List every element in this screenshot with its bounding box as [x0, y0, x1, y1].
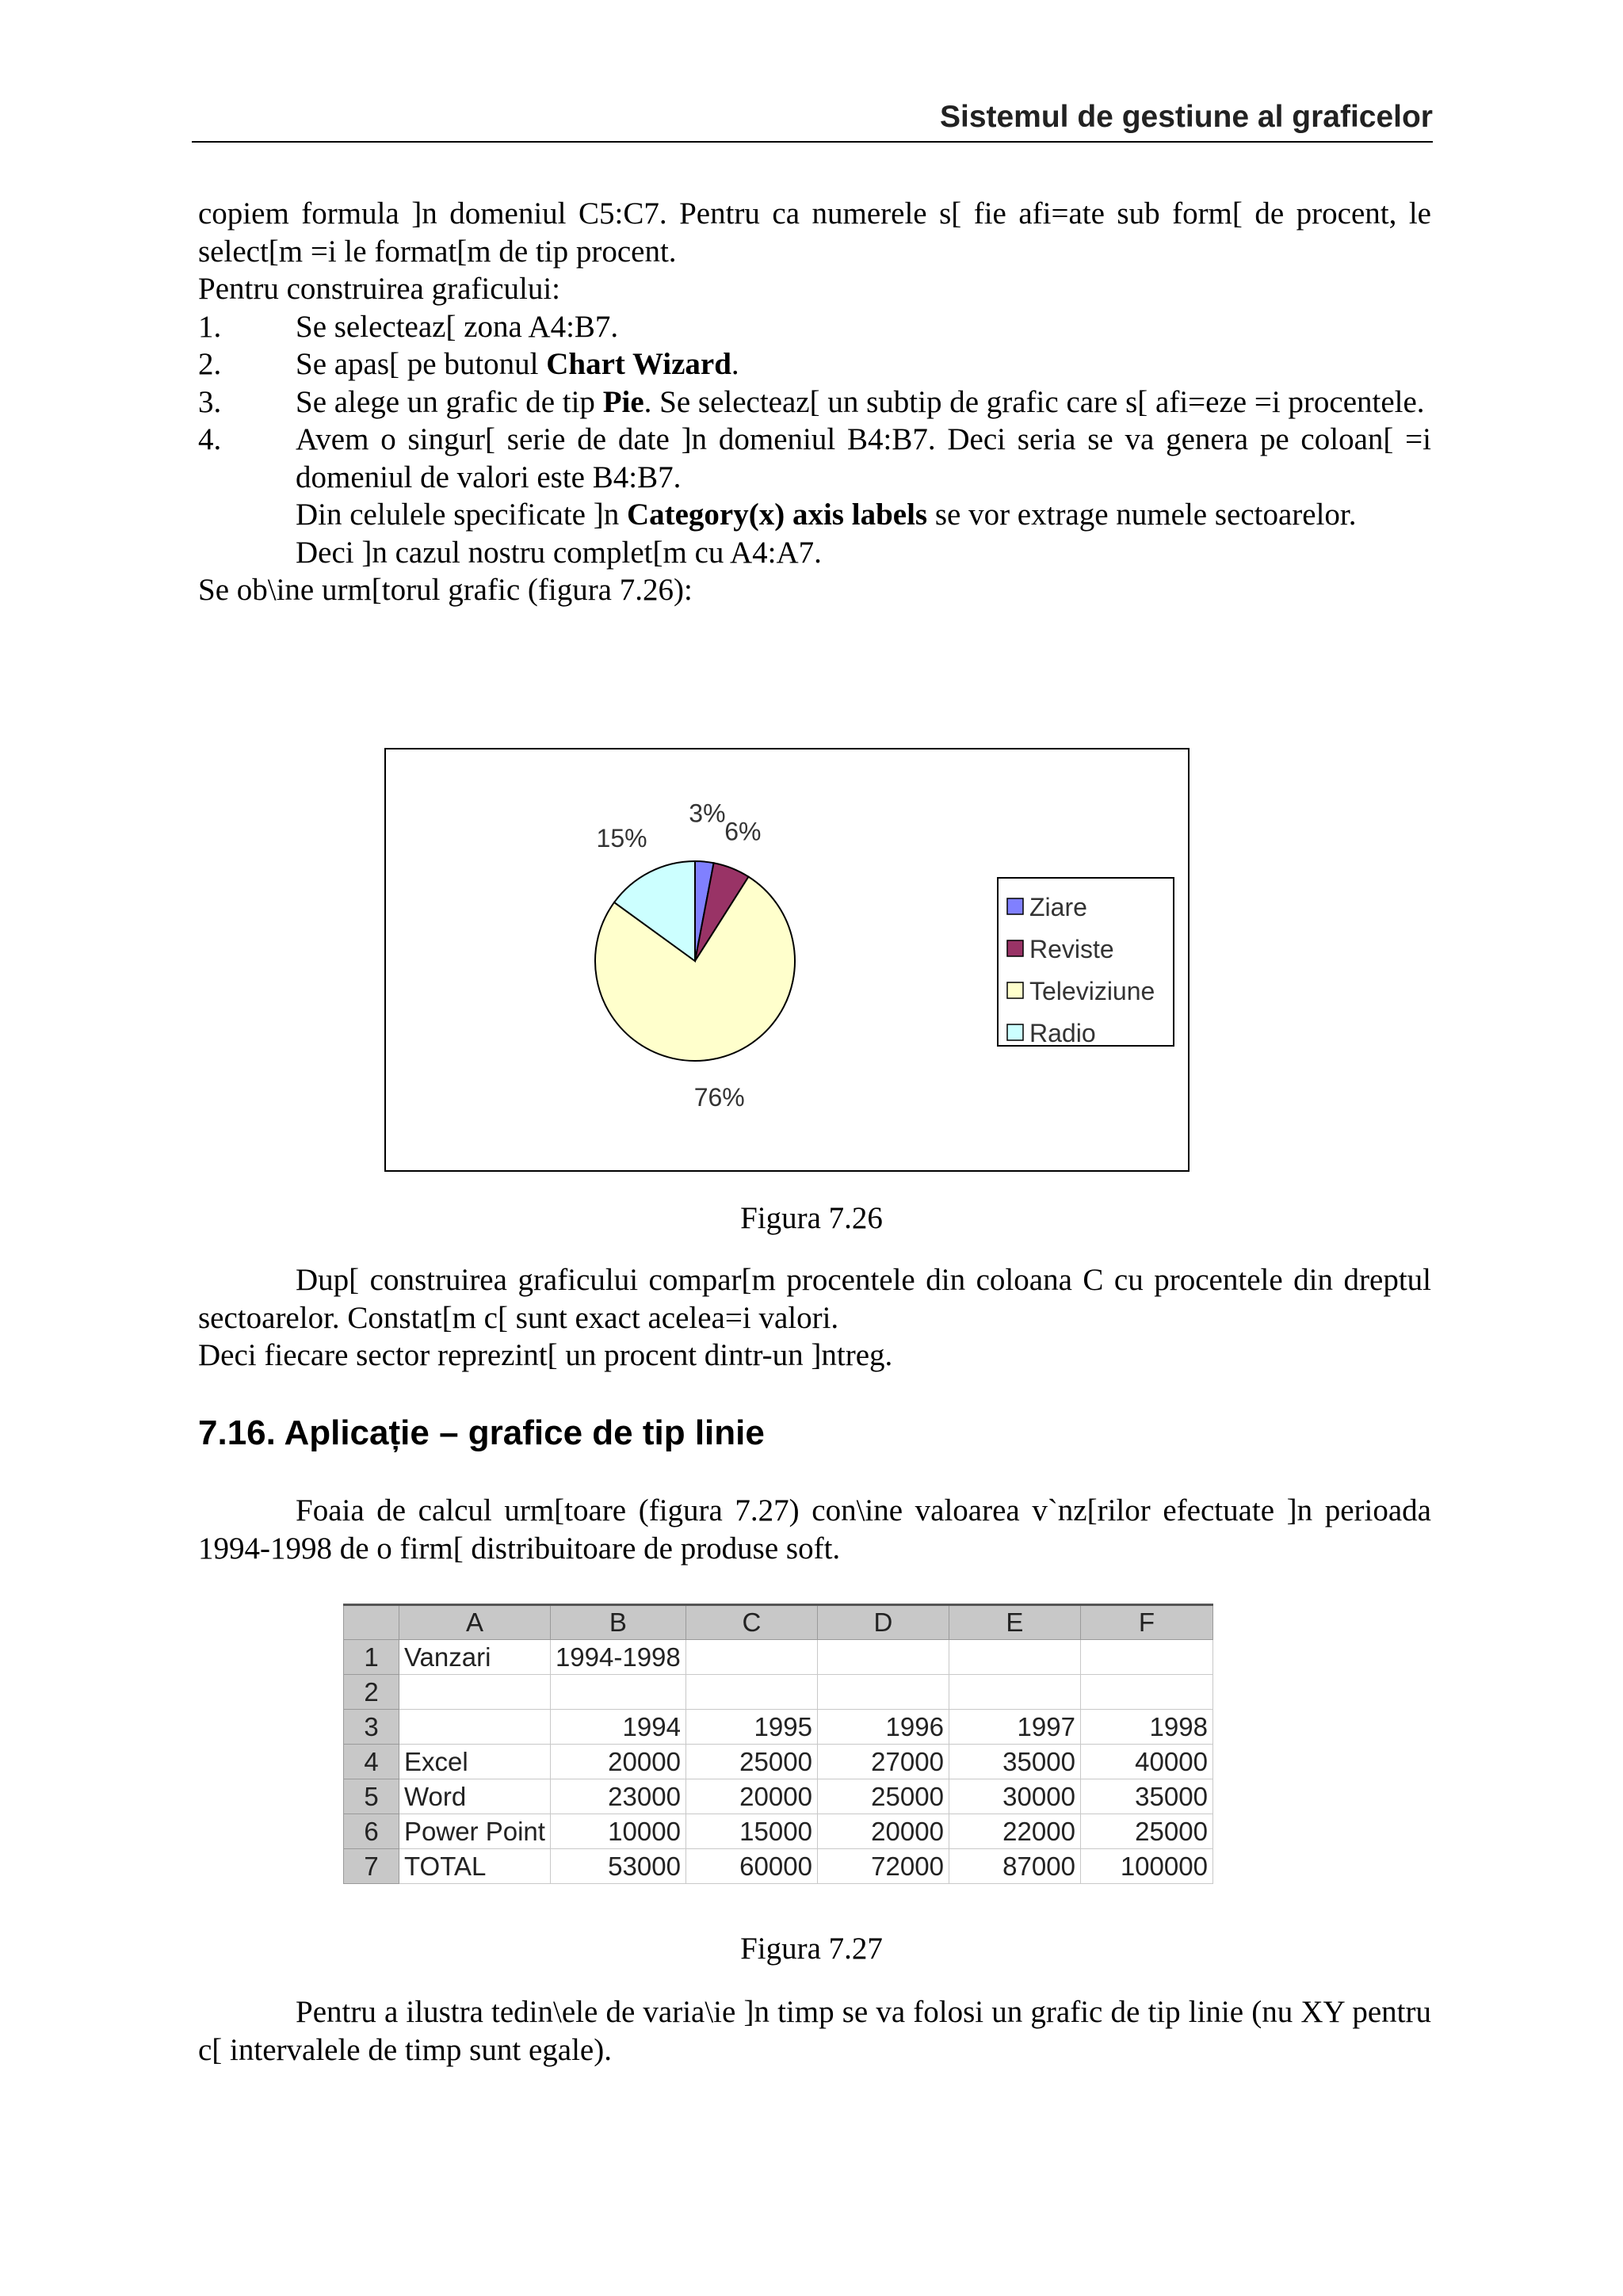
header-title: Sistemul de gestiune al graficelor	[939, 100, 1433, 134]
table-cell: 25000	[685, 1745, 817, 1779]
list-text: Avem o singur[ serie de date ]n domeniul B4:B7. Deci seria se va genera pe coloan[ =i domeniul de valori este B4:B7.	[296, 422, 1431, 494]
pie-data-label: 3%	[689, 799, 726, 828]
table-cell: 20000	[550, 1745, 685, 1779]
intro-paragraph: copiem formula ]n domeniul C5:C7. Pentru ca numerele s[ fie afi=ate sub form[ de procent, le select[m =i le format[m de tip procent.	[198, 196, 1431, 269]
table-row	[344, 1779, 1213, 1814]
legend-label: Televiziune	[1029, 977, 1155, 1005]
table-cell: 25000	[1080, 1814, 1212, 1849]
section-title: 7.16. Aplicație – grafice de tip linie	[198, 1413, 765, 1452]
list-item	[198, 383, 1431, 421]
table-cell: 60000	[685, 1849, 817, 1884]
comparison-paragraph: Dup[ construirea graficului compar[m procentele din coloana C cu procentele din dreptul sectoarelor. Constat[m c[ sunt exact acelea=i valori.	[198, 1263, 1431, 1335]
table-cell: 27000	[817, 1745, 949, 1779]
row-header: 6	[344, 1814, 399, 1849]
legend-swatch	[1007, 1024, 1023, 1040]
table-cell: 1998	[1080, 1710, 1212, 1745]
row-header: 7	[344, 1849, 399, 1884]
table-cell: 20000	[817, 1814, 949, 1849]
column-header-row	[344, 1605, 1213, 1640]
step4-extra-text: Din celulele specificate ]n	[296, 498, 627, 532]
final-paragraph: Pentru a ilustra tedin\ele de varia\ie ]n timp se va folosi un grafic de tip linie (nu XY pentru c[ intervalele de timp sunt egale).	[198, 1995, 1431, 2067]
list-text: Se alege un grafic de tip	[296, 384, 603, 419]
table-cell: 87000	[949, 1849, 1080, 1884]
table-cell: 22000	[949, 1814, 1080, 1849]
legend-swatch	[1007, 982, 1023, 998]
pie-data-label: 15%	[596, 823, 647, 852]
table-cell	[550, 1675, 685, 1710]
table-cell: 72000	[817, 1849, 949, 1884]
legend-label: Radio	[1029, 1019, 1096, 1047]
table-cell	[817, 1675, 949, 1710]
table-cell: 10000	[550, 1814, 685, 1849]
pie-data-label: 6%	[724, 817, 762, 846]
table-cell: 53000	[550, 1849, 685, 1884]
table-cell	[817, 1640, 949, 1675]
list-number: 1.	[198, 309, 222, 344]
table-row	[344, 1745, 1213, 1779]
table-cell: 1997	[949, 1710, 1080, 1745]
figure-caption: Figura 7.26	[740, 1201, 883, 1235]
result-line: Se ob\ine urm[torul grafic (figura 7.26):	[198, 573, 693, 607]
legend-label: Ziare	[1029, 893, 1087, 921]
table-cell: 1994-1998	[550, 1640, 685, 1675]
pie-term: Pie	[602, 384, 644, 419]
row-header: 4	[344, 1745, 399, 1779]
legend-swatch	[1007, 940, 1023, 956]
list-text: . Se selecteaz[ un subtip de grafic care s[ afi=eze =i procentele.	[643, 384, 1425, 419]
table-cell: TOTAL	[399, 1849, 551, 1884]
figure-caption: Figura 7.27	[740, 1932, 883, 1966]
column-header: F	[1080, 1605, 1212, 1640]
row-header: 2	[344, 1675, 399, 1710]
row-header: 3	[344, 1710, 399, 1745]
table-cell: Vanzari	[399, 1640, 551, 1675]
list-text: Se selecteaz[ zona A4:B7.	[296, 309, 619, 344]
list-text: Se apas[ pe butonul	[296, 347, 547, 381]
table-cell	[685, 1675, 817, 1710]
column-header: B	[550, 1605, 685, 1640]
step4-extra-text: se vor extrage numele sectoarelor.	[927, 498, 1357, 532]
table-cell: 30000	[949, 1779, 1080, 1814]
intro-block	[198, 195, 1431, 609]
table-cell	[949, 1675, 1080, 1710]
conclusion-line: Deci fiecare sector reprezint[ un procent dintr-un ]ntreg.	[198, 1338, 893, 1372]
table-cell: 15000	[685, 1814, 817, 1849]
table-cell: 100000	[1080, 1849, 1212, 1884]
list-number: 3.	[198, 384, 222, 419]
table-cell	[399, 1710, 551, 1745]
corner-cell	[344, 1605, 399, 1640]
table-cell: 1995	[685, 1710, 817, 1745]
row-header: 5	[344, 1779, 399, 1814]
table-cell: 35000	[949, 1745, 1080, 1779]
section-paragraph: Foaia de calcul urm[toare (figura 7.27) con\ine valoarea v`nz[rilor efectuate ]n perioada 1994-1998 de o firm[ distribuitoare de produse soft.	[198, 1493, 1431, 1566]
list-item	[198, 308, 1431, 346]
list-text: .	[731, 347, 739, 381]
table-row	[344, 1849, 1213, 1884]
table-cell: Word	[399, 1779, 551, 1814]
legend-label: Reviste	[1029, 935, 1114, 963]
post-figure-block	[198, 1261, 1431, 1375]
step4-extra	[198, 496, 1431, 534]
table-cell: Excel	[399, 1745, 551, 1779]
column-header: A	[399, 1605, 551, 1640]
pie-data-label: 76%	[693, 1083, 745, 1112]
page-header	[192, 97, 1433, 143]
table-row	[344, 1640, 1213, 1675]
table-cell	[949, 1640, 1080, 1675]
section-paragraph-block	[198, 1492, 1431, 1567]
table-cell: Power Point	[399, 1814, 551, 1849]
spreadsheet-table	[343, 1604, 1213, 1884]
row-header: 1	[344, 1640, 399, 1675]
table-cell: 1994	[550, 1710, 685, 1745]
list-item	[198, 421, 1431, 496]
table-row	[344, 1814, 1213, 1849]
list-number: 4.	[198, 422, 222, 456]
table-cell	[399, 1675, 551, 1710]
column-header: C	[685, 1605, 817, 1640]
table-cell: 23000	[550, 1779, 685, 1814]
final-block	[198, 1993, 1431, 2069]
category-axis-term: Category(x) axis labels	[626, 498, 928, 532]
table-cell	[685, 1640, 817, 1675]
pie-chart-figure	[384, 748, 1190, 1172]
table-cell: 35000	[1080, 1779, 1212, 1814]
table-row	[344, 1675, 1213, 1710]
pie-chart	[386, 749, 1188, 1170]
list-number: 2.	[198, 347, 222, 381]
table-cell: 20000	[685, 1779, 817, 1814]
chart-wizard-term: Chart Wizard	[546, 347, 731, 381]
table-row	[344, 1710, 1213, 1745]
table-cell	[1080, 1675, 1212, 1710]
table-cell: 40000	[1080, 1745, 1212, 1779]
intro-heading: Pentru construirea graficului:	[198, 272, 561, 306]
table-cell: 25000	[817, 1779, 949, 1814]
table-cell: 1996	[817, 1710, 949, 1745]
legend-swatch	[1007, 898, 1023, 914]
list-item	[198, 345, 1431, 383]
step4-extra-line2: Deci ]n cazul nostru complet[m cu A4:A7.	[296, 535, 822, 570]
column-header: D	[817, 1605, 949, 1640]
column-header: E	[949, 1605, 1080, 1640]
table-cell	[1080, 1640, 1212, 1675]
